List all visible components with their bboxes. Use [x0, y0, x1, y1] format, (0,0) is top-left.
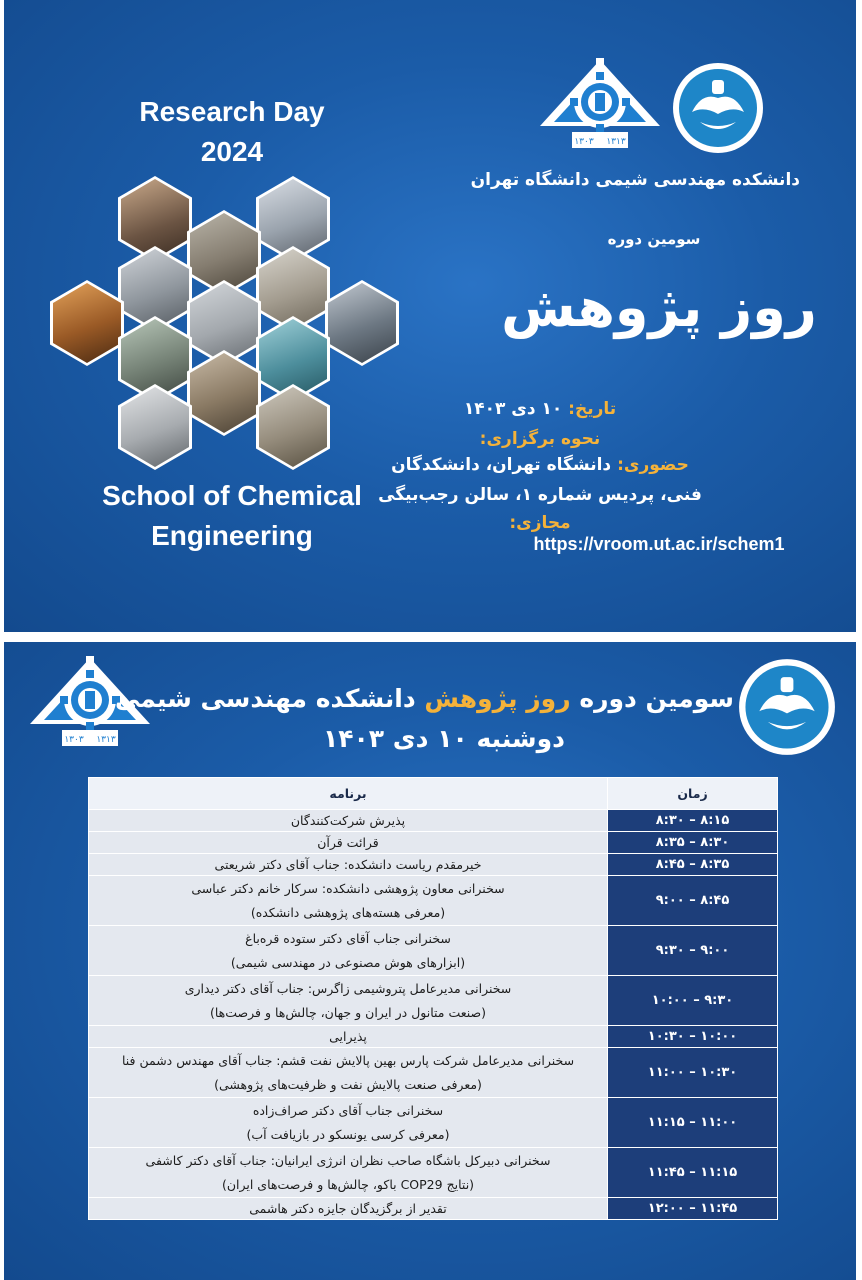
time-cell: ۹:۳۰ – ۱۰:۰۰	[608, 976, 778, 1026]
program-text: پذیرش شرکت‌کنندگان	[290, 812, 406, 828]
table-row	[89, 1026, 778, 1048]
table-row	[89, 1098, 778, 1148]
program-subtext: (معرفی صنعت پالایش نفت و ظرفیت‌های پژوهشی)	[214, 1076, 482, 1092]
lab-photo	[256, 384, 330, 470]
program-cell	[89, 1098, 608, 1148]
virtual-key: مجازی:	[509, 513, 571, 533]
research-day-title	[96, 92, 368, 172]
time-cell: ۱۰:۰۰ – ۱۰:۳۰	[608, 1026, 778, 1048]
program-column-header: برنامه	[89, 778, 608, 810]
program-cell	[89, 854, 608, 876]
program-text: تقدیر از برگزیدگان جایزه دکتر هاشمی	[249, 1200, 447, 1216]
research-day-line: Research Day	[139, 96, 325, 127]
program-cell	[89, 976, 608, 1026]
year-line: 2024	[200, 136, 264, 167]
program-subtext: (معرفی هسته‌های پژوهشی دانشکده)	[250, 904, 446, 920]
program-cell	[89, 832, 608, 854]
program-text: سخنرانی معاون پژوهشی دانشکده: سرکار خانم دکتر عباسی	[191, 880, 505, 896]
table-row	[89, 926, 778, 976]
program-cell	[89, 1026, 608, 1048]
inperson-key: حضوری:	[617, 455, 689, 475]
time-cell: ۸:۱۵ – ۸:۳۰	[608, 810, 778, 832]
time-cell: ۸:۴۵ – ۹:۰۰	[608, 876, 778, 926]
schedule-date: دوشنبه ۱۰ دی ۱۴۰۳	[323, 724, 565, 753]
logo-year-right: ۱۳۱۳	[96, 735, 116, 745]
time-cell: ۱۱:۱۵ – ۱۱:۴۵	[608, 1148, 778, 1198]
schedule-title-part2: دانشکده مهندسی شیمی	[114, 684, 416, 713]
schedule-title-part1: سومین دوره	[579, 684, 734, 713]
schedule-panel	[4, 642, 856, 1280]
date-line	[350, 394, 730, 424]
time-cell: ۹:۰۰ – ۹:۳۰	[608, 926, 778, 976]
program-cell	[89, 1048, 608, 1098]
school-name-line1: School of Chemical	[102, 480, 362, 511]
program-text: سخنرانی مدیرعامل پتروشیمی زاگرس: جناب آقای دکتر دیداری	[184, 980, 512, 996]
table-row	[89, 854, 778, 876]
program-text: سخنرانی مدیرعامل شرکت پارس بهین پالایش نفت قشم: جناب آقای مهندس دشمن فنا	[121, 1052, 575, 1068]
research-day-fa-title: روز پژوهش	[501, 276, 817, 339]
school-name-en	[96, 476, 368, 556]
poster-panel	[4, 0, 856, 632]
program-text: پذیرایی	[329, 1028, 367, 1044]
program-text: خیرمقدم ریاست دانشکده: جناب آقای دکتر شریعتی	[214, 856, 482, 872]
inperson-value2: فنی، پردیس شماره ۱، سالن رجب‌بیگی	[378, 485, 702, 505]
lab-photo	[118, 384, 192, 470]
program-subtext: (معرفی کرسی یونسکو در بازیافت آب)	[246, 1126, 450, 1142]
table-row	[89, 1048, 778, 1098]
date-key: تاریخ:	[568, 399, 617, 419]
logo-year-left: ۱۳۰۳	[574, 137, 594, 147]
program-text: سخنرانی دبیرکل باشگاه صاحب نظران انرژی ایرانیان: جناب آقای دکتر کاشفی	[145, 1152, 551, 1168]
program-text: سخنرانی جناب آقای دکتر ستوده قره‌باغ	[245, 930, 451, 946]
school-name-line2: Engineering	[151, 520, 313, 551]
time-cell: ۱۱:۰۰ – ۱۱:۱۵	[608, 1098, 778, 1148]
program-text: سخنرانی جناب آقای دکتر صراف‌زاده	[252, 1102, 444, 1118]
table-row	[89, 976, 778, 1026]
edition-label: سومین دوره	[607, 230, 701, 248]
time-cell: ۱۰:۳۰ – ۱۱:۰۰	[608, 1048, 778, 1098]
table-row	[89, 810, 778, 832]
university-of-tehran-logo-icon	[672, 62, 764, 154]
inperson-line	[350, 450, 730, 480]
lab-photo	[187, 350, 261, 436]
virtual-meeting-link[interactable]: https://vroom.ut.ac.ir/schem1	[533, 534, 785, 554]
school-name-fa: دانشکده مهندسی شیمی دانشگاه تهران	[470, 170, 800, 190]
logo-year-right: ۱۳۱۳	[606, 137, 626, 147]
program-cell	[89, 1148, 608, 1198]
time-column-header: زمان	[608, 778, 778, 810]
table-row	[89, 1198, 778, 1220]
time-cell: ۸:۳۵ – ۸:۴۵	[608, 854, 778, 876]
program-cell	[89, 810, 608, 832]
chemical-engineering-logo-icon	[538, 58, 662, 158]
program-cell	[89, 876, 608, 926]
schedule-title	[114, 684, 734, 713]
program-text: قرائت قرآن	[317, 834, 379, 850]
table-row	[89, 876, 778, 926]
lab-photo	[325, 280, 399, 366]
date-value: ۱۰ دی ۱۴۰۳	[463, 399, 563, 419]
program-cell	[89, 1198, 608, 1220]
time-cell: ۸:۳۰ – ۸:۳۵	[608, 832, 778, 854]
inperson-value: دانشگاه تهران، دانشکدگان	[391, 455, 612, 475]
program-subtext: (نتایج COP29 باکو، چالش‌ها و فرصت‌های ایران)	[221, 1176, 475, 1192]
inperson-line2	[350, 480, 730, 510]
schedule-title-highlight: روز پژوهش	[424, 684, 571, 713]
program-subtext: (صنعت متانول در ایران و جهان، چالش‌ها و فرصت‌ها)	[209, 1004, 487, 1020]
program-subtext: (ابزارهای هوش مصنوعی در مهندسی شیمی)	[230, 954, 466, 970]
program-cell	[89, 926, 608, 976]
time-cell: ۱۱:۴۵ – ۱۲:۰۰	[608, 1198, 778, 1220]
logo-year-left: ۱۳۰۳	[64, 735, 84, 745]
table-row	[89, 832, 778, 854]
university-of-tehran-logo-icon	[738, 658, 836, 756]
lab-photo	[50, 280, 124, 366]
mode-key: نحوه برگزاری:	[479, 429, 601, 449]
program-table	[88, 777, 778, 1220]
table-row	[89, 1148, 778, 1198]
